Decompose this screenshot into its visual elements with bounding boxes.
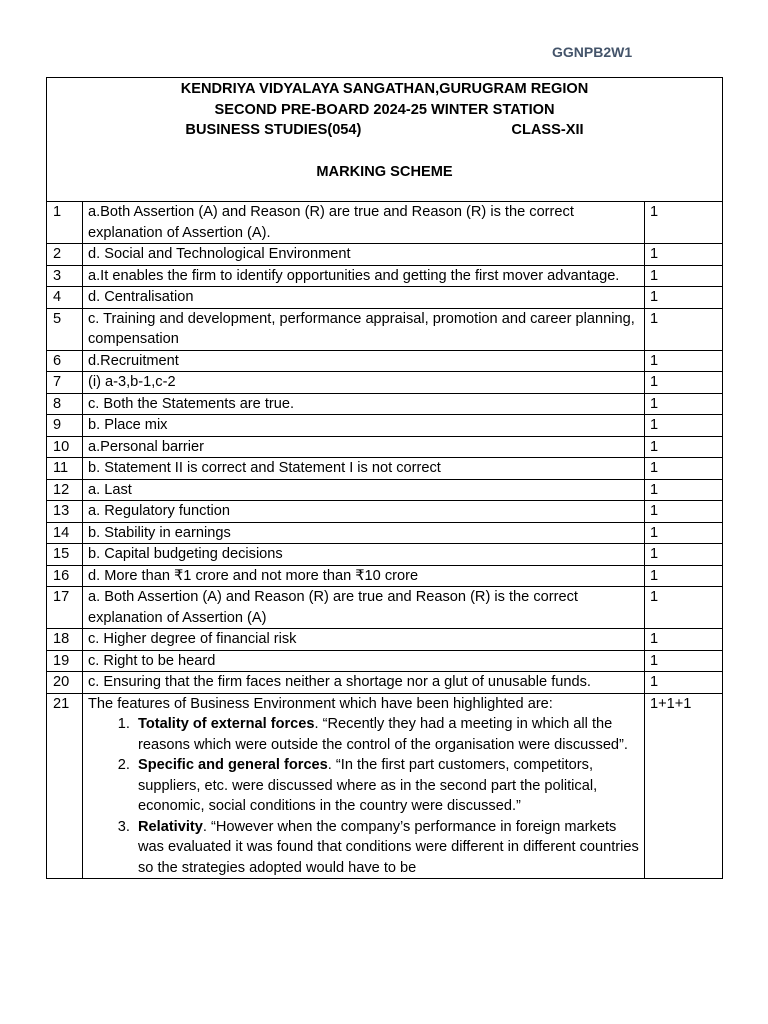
marks-value: 1 — [645, 244, 723, 266]
table-row — [47, 415, 723, 437]
marks-value: 1 — [645, 350, 723, 372]
answer-text: a. Last — [83, 479, 645, 501]
class-title: CLASS-XII — [511, 122, 584, 138]
question-number: 16 — [47, 565, 83, 587]
marks-value: 1 — [645, 265, 723, 287]
marks-value: 1 — [645, 501, 723, 523]
question-number: 19 — [47, 650, 83, 672]
marks-value: 1 — [645, 372, 723, 394]
answer-text: a.Personal barrier — [83, 436, 645, 458]
marks-value: 1 — [645, 479, 723, 501]
table-row — [47, 629, 723, 651]
answer-text: c. Higher degree of financial risk — [83, 629, 645, 651]
document-code: GGNPB2W1 — [552, 44, 633, 60]
answer-text: b. Capital budgeting decisions — [83, 544, 645, 566]
marks-value: 1 — [645, 587, 723, 629]
question-number: 10 — [47, 436, 83, 458]
marks-value: 1 — [645, 522, 723, 544]
question-number: 13 — [47, 501, 83, 523]
table-row — [47, 587, 723, 629]
question-number: 14 — [47, 522, 83, 544]
question-number: 21 — [47, 693, 83, 879]
table-row — [47, 393, 723, 415]
answer-text: b. Statement II is correct and Statement I is not correct — [83, 458, 645, 480]
exam-title: SECOND PRE-BOARD 2024-25 WINTER STATION — [214, 101, 555, 118]
question-number: 9 — [47, 415, 83, 437]
question-number: 8 — [47, 393, 83, 415]
question-number: 18 — [47, 629, 83, 651]
answer-text: d. More than ₹1 crore and not more than ₹10 crore — [83, 565, 645, 587]
feature-quote: . “Recently they had a meeting in which all the reasons which were outside the control of the organisation were discussed”. — [138, 716, 628, 753]
answer-text: d.Recruitment — [83, 350, 645, 372]
question-number: 15 — [47, 544, 83, 566]
marking-scheme-table — [46, 77, 723, 879]
feature-title: Specific and general forces — [138, 757, 328, 773]
feature-quote: . “In the first part customers, competitors, suppliers, etc. were discussed where as in the second part the political, economic, social conditions in the country were discussed.” — [138, 757, 598, 814]
marks-value: 1 — [645, 287, 723, 309]
table-row — [47, 265, 723, 287]
marks-value: 1 — [645, 436, 723, 458]
table-row — [47, 244, 723, 266]
answer-text: d. Social and Technological Environment — [83, 244, 645, 266]
question-number: 2 — [47, 244, 83, 266]
answer-text: a.Both Assertion (A) and Reason (R) are true and Reason (R) is the correct explanation of Assertion (A). — [83, 202, 645, 244]
header-cell — [47, 78, 723, 202]
marks-value: 1 — [645, 393, 723, 415]
answer-text: b. Stability in earnings — [83, 522, 645, 544]
table-row — [47, 522, 723, 544]
table-row — [47, 501, 723, 523]
table-row — [47, 350, 723, 372]
question-number: 11 — [47, 458, 83, 480]
question-number: 6 — [47, 350, 83, 372]
table-row — [47, 372, 723, 394]
answer-text: (i) a-3,b-1,c-2 — [83, 372, 645, 394]
table-row — [47, 544, 723, 566]
marks-value: 1 — [645, 672, 723, 694]
marks-value: 1 — [645, 415, 723, 437]
answer-intro: The features of Business Environment which have been highlighted are: — [88, 695, 553, 712]
table-row — [47, 436, 723, 458]
answer-text: c. Both the Statements are true. — [83, 393, 645, 415]
region-title: KENDRIYA VIDYALAYA SANGATHAN,GURUGRAM REGION — [180, 81, 589, 97]
header-row — [47, 78, 723, 202]
question-number: 3 — [47, 265, 83, 287]
answer-text: d. Centralisation — [83, 287, 645, 309]
table-row — [47, 202, 723, 244]
marks-value: 1 — [645, 308, 723, 350]
subject-class-line — [52, 120, 717, 141]
marks-value: 1 — [645, 458, 723, 480]
question-number: 5 — [47, 308, 83, 350]
list-item — [134, 755, 639, 817]
list-item — [134, 817, 639, 879]
marks-value: 1 — [645, 565, 723, 587]
question-number: 4 — [47, 287, 83, 309]
marks-value: 1 — [645, 650, 723, 672]
feature-quote: . “However when the company’s performance in foreign markets was evaluated it was found that conditions were different in different countries so the strategies adopted would have to be — [138, 818, 639, 876]
table-row — [47, 308, 723, 350]
answer-text: a.It enables the firm to identify opportunities and getting the first mover advantage. — [83, 265, 645, 287]
table-row — [47, 672, 723, 694]
marks-value: 1 — [645, 629, 723, 651]
table-row — [47, 565, 723, 587]
question-number: 17 — [47, 587, 83, 629]
answer-text: b. Place mix — [83, 415, 645, 437]
subject-title: BUSINESS STUDIES(054) — [185, 122, 362, 138]
answer-text: a. Both Assertion (A) and Reason (R) are true and Reason (R) is the correct explanation of Assertion (A) — [83, 587, 645, 629]
feature-title: Relativity — [138, 818, 203, 835]
answer-text: c. Training and development, performance appraisal, promotion and career planning, compensation — [83, 308, 645, 350]
question-number: 20 — [47, 672, 83, 694]
table-row — [47, 458, 723, 480]
marks-value: 1 — [645, 202, 723, 244]
answer-text: a. Regulatory function — [83, 501, 645, 523]
question-number: 12 — [47, 479, 83, 501]
answer-text — [83, 693, 645, 879]
table-row — [47, 479, 723, 501]
list-item — [134, 714, 639, 755]
features-list — [88, 714, 639, 878]
table-row — [47, 287, 723, 309]
question-number: 1 — [47, 202, 83, 244]
answer-text: c. Ensuring that the firm faces neither a shortage nor a glut of unusable funds. — [83, 672, 645, 694]
feature-title: Totality of external forces — [138, 716, 315, 732]
marking-scheme-title: MARKING SCHEME — [316, 163, 453, 180]
marks-value: 1 — [645, 544, 723, 566]
question-number: 7 — [47, 372, 83, 394]
table-row-q21 — [47, 693, 723, 879]
table-row — [47, 650, 723, 672]
answer-text: c. Right to be heard — [83, 650, 645, 672]
marks-value: 1+1+1 — [645, 693, 723, 879]
